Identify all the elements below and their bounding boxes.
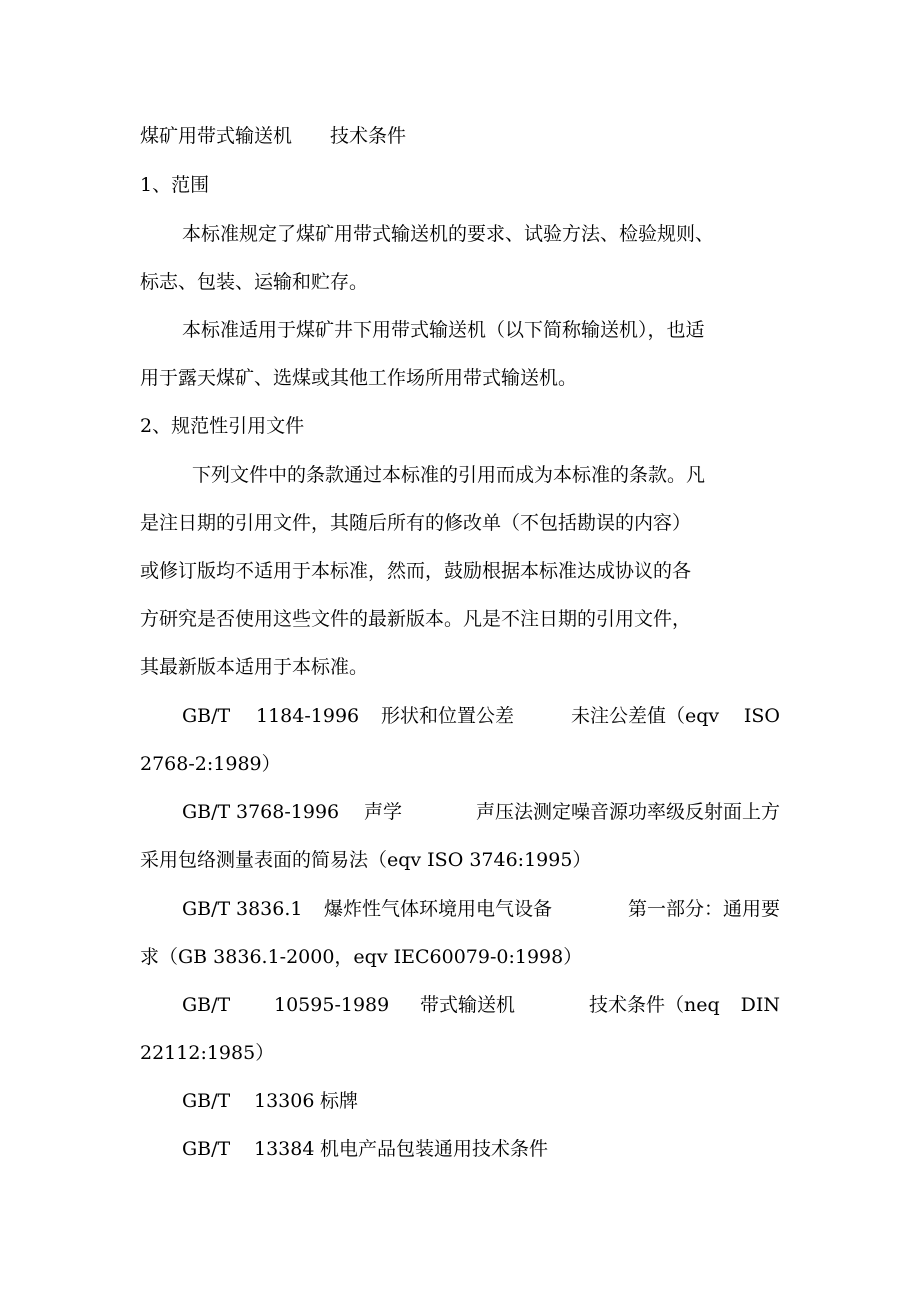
reference-title: 标牌 [320, 1090, 359, 1112]
reference-title-part-a: 声学 [364, 801, 403, 823]
section-1-paragraph-1-line-1: 本标准规定了煤矿用带式输送机的要求、试验方法、检验规则、 [182, 223, 715, 245]
reference-prefix: GB/T [182, 1090, 231, 1112]
reference-prefix: GB/T [182, 1138, 231, 1160]
reference-number: 3768-1996 [236, 801, 340, 823]
reference-gb-t-10595 [182, 992, 780, 1018]
section-1-heading: 1、范围 [140, 174, 210, 196]
reference-title-part-b: 技术条件（neq [589, 994, 720, 1016]
reference-gb-t-13306 [182, 1088, 780, 1114]
reference-number: 10595-1989 [274, 994, 390, 1016]
section-1-paragraph-1-line-2: 标志、包装、运输和贮存。 [140, 271, 369, 293]
reference-title-part-a: 带式输送机 [420, 994, 516, 1016]
reference-prefix: GB/T [182, 994, 231, 1016]
section-2-paragraph-line-4: 方研究是否使用这些文件的最新版本。凡是不注日期的引用文件， [140, 608, 692, 630]
section-1-paragraph-2-line-1: 本标准适用于煤矿井下用带式输送机（以下简称输送机），也适 [182, 319, 705, 341]
reference-prefix: GB/T [182, 898, 231, 920]
reference-tail: ISO [743, 705, 780, 727]
reference-gb-t-1184 [182, 703, 780, 729]
reference-number: 13306 [254, 1090, 315, 1112]
reference-title-part-b: 未注公差值（eqv [571, 705, 720, 727]
reference-title-part-a: 爆炸性气体环境用电气设备 [324, 898, 553, 920]
section-1-paragraph-2-line-2: 用于露天煤矿、选煤或其他工作场所用带式输送机。 [140, 367, 578, 389]
reference-gb-t-13384 [182, 1136, 780, 1162]
reference-title: 机电产品包装通用技术条件 [320, 1138, 549, 1160]
reference-title-part-b: 第一部分：通用要 [627, 898, 780, 920]
reference-gb-t-3836-line-2: 求（GB 3836.1-2000，eqv IEC60079-0:1998） [140, 946, 583, 968]
reference-gb-t-3768 [182, 799, 780, 825]
section-2-paragraph-line-1: 下列文件中的条款通过本标准的引用而成为本标准的条款。凡 [192, 464, 706, 486]
reference-prefix: GB/T [182, 705, 231, 727]
reference-gb-t-3768-line-2: 采用包络测量表面的简易法（eqv ISO 3746:1995） [140, 849, 592, 871]
reference-tail: DIN [740, 994, 780, 1016]
reference-gb-t-3836 [182, 896, 780, 922]
reference-title-part-a: 形状和位置公差 [381, 705, 515, 727]
document-title: 煤矿用带式输送机 技术条件 [140, 125, 407, 147]
reference-gb-t-1184-line-2: 2768-2:1989） [140, 753, 281, 775]
reference-title-part-b: 声压法测定噪音源功率级反射面上方 [475, 801, 780, 823]
reference-prefix: GB/T [182, 801, 231, 823]
reference-number: 13384 [254, 1138, 315, 1160]
section-2-paragraph-line-2: 是注日期的引用文件，其随后所有的修改单（不包括勘误的内容） [140, 512, 692, 534]
section-2-heading: 2、规范性引用文件 [140, 415, 305, 437]
reference-number: 1184-1996 [256, 705, 360, 727]
reference-number: 3836.1 [236, 898, 303, 920]
section-2-paragraph-line-3: 或修订版均不适用于本标准，然而，鼓励根据本标准达成协议的各 [140, 560, 692, 582]
section-2-paragraph-line-5: 其最新版本适用于本标准。 [140, 656, 369, 678]
reference-gb-t-10595-line-2: 22112:1985） [140, 1042, 275, 1064]
